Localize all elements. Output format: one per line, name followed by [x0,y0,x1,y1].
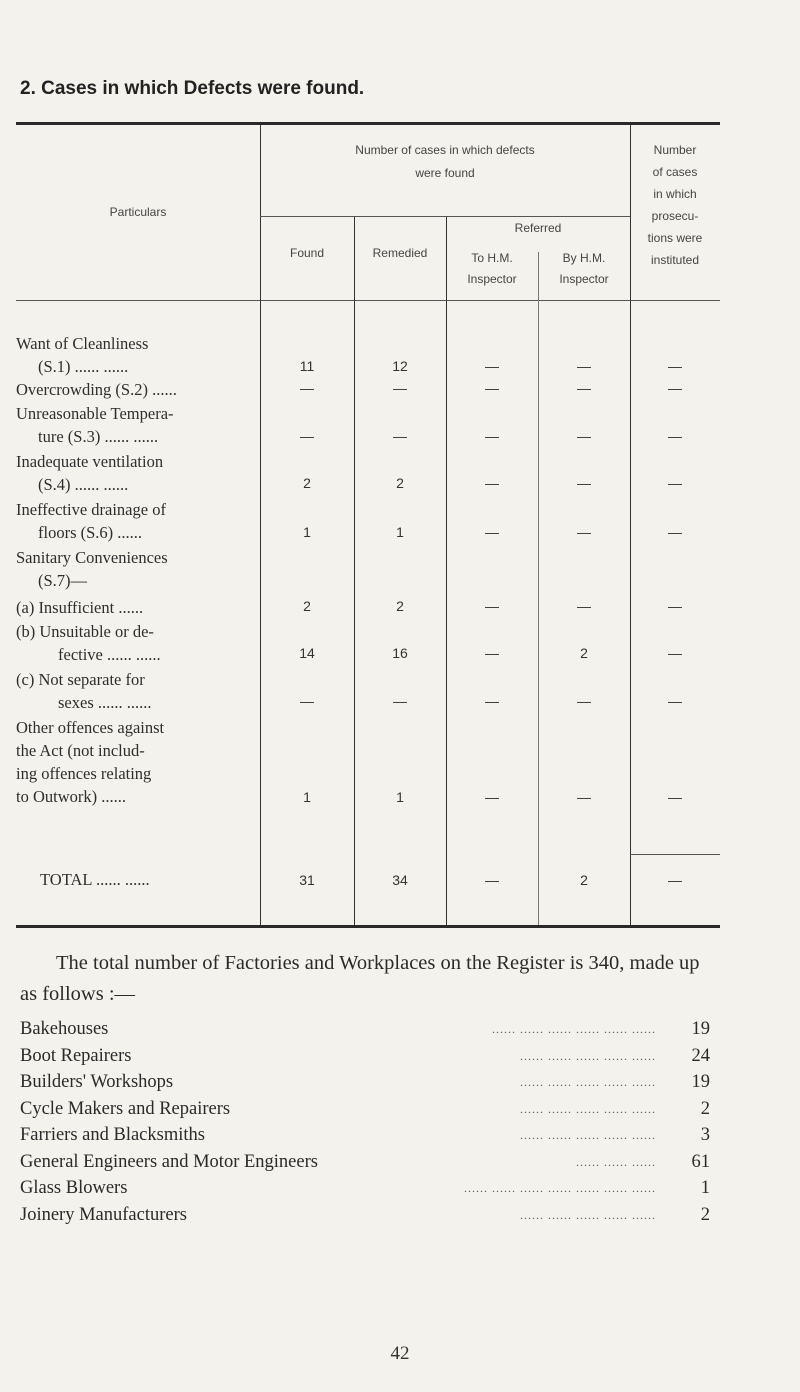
header-number-found-line1: Number of cases in which defects [355,143,535,157]
cell-found: 2 [303,475,311,491]
list-item [20,1122,720,1149]
column-divider [446,217,447,925]
header-prosecutions-line6: instituted [650,253,700,267]
list-item-label: Builders' Workshops [20,1072,174,1092]
header-by-hm-line2: Inspector [559,272,609,286]
list-item [20,1096,720,1123]
list-item-leader: ...... ...... ...... [576,1154,656,1169]
table-row-label: (c) Not separate for sexes ...... ...... [16,670,152,712]
cell-prosecutions: — [668,789,682,805]
cell-remedied: 2 [396,475,404,491]
summary-text: The total number of Factories and Workplaces on the Register is 340, made up as follows :— [20,952,700,1005]
list-item [20,1202,720,1229]
cell-found: 1 [303,789,311,805]
cell-by-hm: — [577,789,591,805]
table-bottom-rule [16,925,720,928]
header-remedied: Remedied [372,246,428,260]
total-by-hm: 2 [580,872,588,888]
subheader-rule [260,216,630,217]
list-item-value: 19 [691,1019,710,1039]
list-item-value: 2 [700,1204,710,1225]
list-item-value: 19 [691,1072,710,1092]
cell-by-hm: — [577,428,591,444]
cell-to-hm: — [485,524,499,540]
table-row-label: Other offences against the Act (not includ- ing offences relating to Outwork) ...... [16,718,165,806]
list-item-label: Boot Repairers [20,1045,132,1066]
cell-remedied: 12 [392,358,408,374]
header-found: Found [289,246,325,260]
defects-table [16,122,720,928]
header-prosecutions-line3: in which [653,187,697,201]
cell-by-hm: — [577,475,591,491]
cell-by-hm: — [577,524,591,540]
cell-found: — [300,693,314,709]
cell-found: — [300,380,314,396]
table-row-label: Sanitary Conveniences (S.7)— [16,548,168,590]
header-to-hm-line2: Inspector [467,272,517,286]
cell-prosecutions: — [668,475,682,491]
cell-found: 11 [299,358,315,374]
list-item-leader: ...... ...... ...... ...... ...... [520,1048,656,1063]
cell-prosecutions: — [668,598,682,614]
header-prosecutions-line4: prosecu- [651,209,699,223]
list-item-label: Joinery Manufacturers [20,1204,187,1225]
header-by-hm-line1: By H.M. [562,251,606,265]
page-number: 42 [390,1343,410,1364]
cell-by-hm: — [577,693,591,709]
header-bottom-rule [16,300,720,301]
cell-by-hm: — [577,598,591,614]
table-row-label: Ineffective drainage of floors (S.6) ...... [16,500,166,542]
list-item-label: Cycle Makers and Repairers [20,1098,231,1119]
column-divider [538,252,539,925]
list-item-label: General Engineers and Motor Engineers [20,1151,318,1172]
list-item-label: Bakehouses [20,1019,109,1039]
cell-prosecutions: — [668,428,682,444]
header-to-hm-line1: To H.M. [471,251,513,265]
cell-found: — [300,428,314,444]
workplace-list [20,1016,720,1228]
header-prosecutions-line5: tions were [647,231,703,245]
cell-remedied: 16 [392,645,408,661]
list-item-leader: ...... ...... ...... ...... ...... [520,1101,656,1116]
list-item-value: 24 [691,1045,710,1066]
cell-remedied: 1 [396,789,404,805]
table-top-rule [16,122,720,125]
register-summary [20,948,720,1010]
table-row-label: Unreasonable Tempera- ture (S.3) ...... ...... [16,404,174,446]
cell-prosecutions: — [668,380,682,396]
cell-prosecutions: — [668,645,682,661]
list-item-value: 61 [691,1151,710,1172]
list-item-leader: ...... ...... ...... ...... ...... [520,1128,656,1142]
cell-prosecutions: — [668,524,682,540]
list-item [20,1043,720,1070]
list-item [20,1016,720,1043]
column-divider [354,217,355,925]
cell-prosecutions: — [668,358,682,374]
cell-remedied: — [393,693,407,709]
total-label: TOTAL ...... ...... [40,870,150,889]
cell-remedied: 1 [396,524,404,540]
cell-to-hm: — [485,789,499,805]
cell-to-hm: — [485,358,499,374]
cell-remedied: — [393,428,407,444]
list-item-value: 2 [700,1098,710,1119]
cell-to-hm: — [485,380,499,396]
list-item-leader: ...... ...... ...... ...... ...... [520,1207,656,1222]
list-item-value: 3 [700,1125,710,1145]
total-rule [630,854,720,855]
table-row-label: (a) Insufficient ...... [16,598,144,617]
header-referred: Referred [514,221,562,235]
cell-found: 2 [303,598,311,614]
cell-by-hm: 2 [580,645,588,661]
cell-found: 14 [299,645,315,661]
list-item-leader: ...... ...... ...... ...... ...... [520,1075,656,1089]
list-item-leader: ...... ...... ...... ...... ...... ...... ...... [464,1181,656,1195]
list-item-label: Glass Blowers [20,1178,128,1198]
total-to-hm: — [485,872,499,888]
cell-to-hm: — [485,645,499,661]
list-item-value: 1 [700,1178,710,1198]
header-prosecutions-line1: Number [653,143,697,157]
header-prosecutions-line2: of cases [652,165,698,179]
cell-remedied: 2 [396,598,404,614]
list-item [20,1069,720,1096]
total-prosecutions: — [668,872,682,888]
cell-prosecutions: — [668,693,682,709]
cell-remedied: — [393,380,407,396]
cell-to-hm: — [485,475,499,491]
list-item [20,1149,720,1176]
cell-by-hm: — [577,380,591,396]
list-item-label: Farriers and Blacksmiths [20,1125,205,1145]
cell-to-hm: — [485,693,499,709]
total-remedied: 34 [392,872,408,888]
list-item [20,1175,720,1202]
table-row-label: Overcrowding (S.2) ...... [16,380,177,399]
cell-found: 1 [303,524,311,540]
cell-by-hm: — [577,358,591,374]
table-row-label: (b) Unsuitable or de- fective ...... ...... [16,622,161,664]
header-particulars: Particulars [109,205,167,219]
header-number-found-line2: were found [415,166,475,180]
cell-to-hm: — [485,598,499,614]
total-found: 31 [299,872,315,888]
list-item-leader: ...... ...... ...... ...... ...... ...... [492,1022,656,1036]
table-row-label: Inadequate ventilation (S.4) ...... ...... [16,452,164,494]
section-heading: 2. Cases in which Defects were found. [20,78,365,99]
table-row-label: Want of Cleanliness (S.1) ...... ...... [16,334,149,376]
cell-to-hm: — [485,428,499,444]
